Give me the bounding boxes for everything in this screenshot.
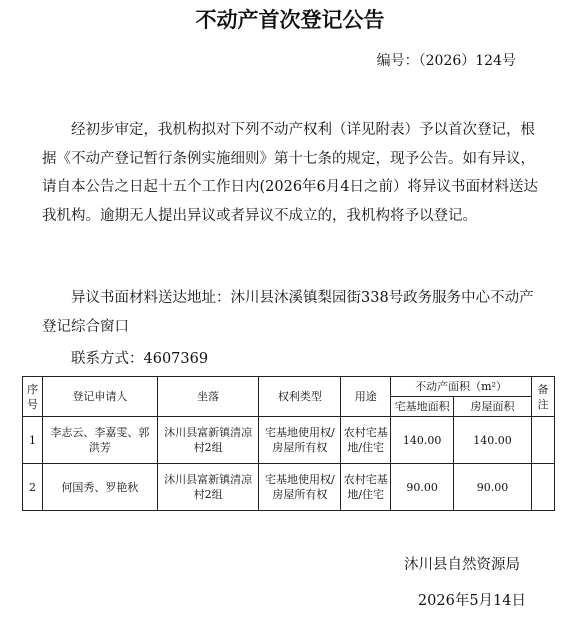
contact-info: 联系方式：4607369 [71,351,209,367]
cell-usage: 农村宅基地/住宅 [341,417,391,464]
document-number: 编号：（2026）124号 [376,53,516,69]
cell-note [531,417,554,464]
cell-location: 沐川县富新镇清凉村2组 [157,417,259,464]
cell-note [531,464,554,511]
cell-right-type: 宅基地使用权/房屋所有权 [259,464,341,511]
header-usage: 用途 [341,377,391,417]
header-land-area: 宅基地面积 [391,397,454,417]
announcement-body: 经初步审定，我机构拟对下列不动产权利（详见附表）予以首次登记，根据《不动产登记暂行条例实施细则》第十七条的规定，现予公告。如有异议，请自本公告之日起十五个工作日内(2026年6月4日之前）将异议书面材料送达我机构。逾期无人提出异议或者异议不成立的，我机构将予以登记。 [42,122,539,224]
cell-usage: 农村宅基地/住宅 [341,464,391,511]
cell-applicant: 李志云、李嘉雯、郭洪芳 [42,417,157,464]
objection-address: 异议书面材料送达地址：沐川县沐溪镇梨园街338号政务服务中心不动产登记综合窗口 [42,290,534,335]
cell-applicant: 何国秀、罗艳秋 [42,464,157,511]
header-area-group: 不动产面积（m²） [391,377,532,397]
header-applicant: 登记申请人 [42,377,157,417]
table-row [23,417,555,464]
cell-land-area: 90.00 [391,464,454,511]
header-house-area: 房屋面积 [454,397,532,417]
header-location: 坐落 [157,377,259,417]
cell-house-area: 90.00 [454,464,532,511]
table-header-row [23,377,555,397]
issue-date: 2026年5月14日 [417,593,526,609]
cell-no: 2 [23,464,43,511]
property-table [22,376,555,511]
cell-house-area: 140.00 [454,417,532,464]
cell-land-area: 140.00 [391,417,454,464]
cell-location: 沐川县富新镇清凉村2组 [157,464,259,511]
header-note: 备注 [531,377,554,417]
page-title: 不动产首次登记公告 [195,8,385,32]
table-row [23,464,555,511]
cell-no: 1 [23,417,43,464]
header-right-type: 权利类型 [259,377,341,417]
header-no: 序号 [23,377,43,417]
issuing-authority: 沐川县自然资源局 [404,557,520,573]
cell-right-type: 宅基地使用权/房屋所有权 [259,417,341,464]
